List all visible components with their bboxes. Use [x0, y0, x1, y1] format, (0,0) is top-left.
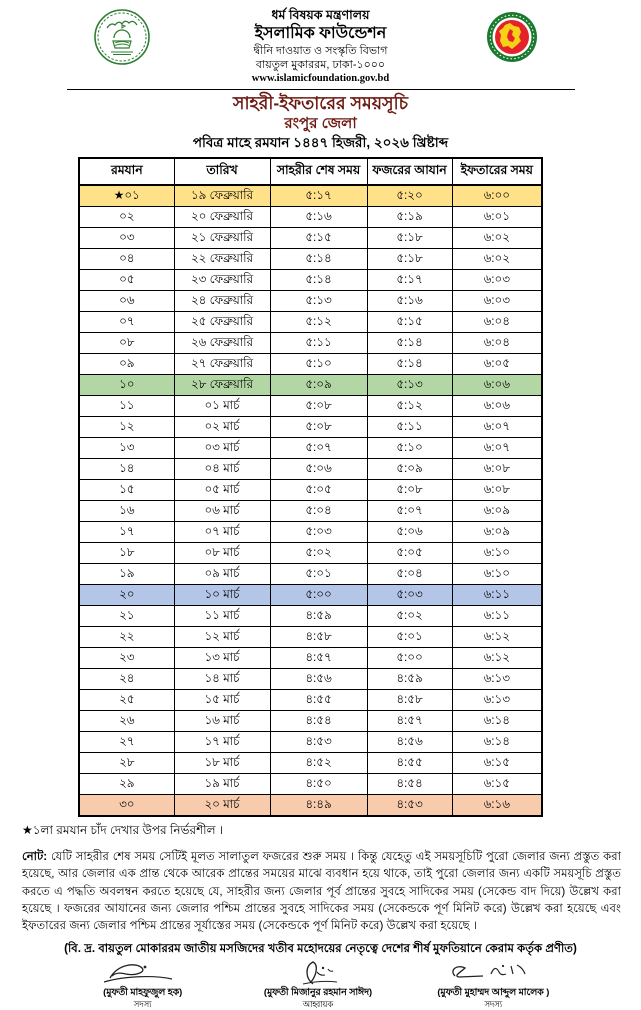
cell-r11-c1: ১১	[79, 396, 174, 417]
cell-r21-c1: ২১	[79, 606, 174, 627]
cell-r19-c3: ৫:০১	[270, 564, 367, 585]
cell-r1-c3: ৫:১৭	[270, 185, 367, 207]
table-row-15	[79, 480, 542, 501]
cell-r3-c2: ২১ ফেব্রুয়ারি	[174, 228, 270, 249]
cell-r8-c3: ৫:১১	[270, 333, 367, 354]
cell-r18-c5: ৬:১০	[452, 543, 542, 564]
signatory-name: (মুফতী মাহফুজুল হক)	[103, 987, 183, 998]
cell-r17-c4: ৫:০৬	[367, 522, 452, 543]
cell-r10-c5: ৬:০৬	[452, 375, 542, 396]
schedule-table-body	[79, 185, 542, 816]
cell-r26-c3: ৪:৫৪	[270, 711, 367, 732]
table-row-5	[79, 270, 542, 291]
department-name: দ্বীনি দাওয়াত ও সংস্কৃতি বিভাগ	[253, 44, 388, 57]
cell-r10-c2: ২৮ ফেব্রুয়ারি	[174, 375, 270, 396]
table-row-2	[79, 207, 542, 228]
table-row-30	[79, 795, 542, 817]
cell-r19-c5: ৬:১০	[452, 564, 542, 585]
cell-r8-c5: ৬:০৪	[452, 333, 542, 354]
cell-r24-c4: ৪:৫৯	[367, 669, 452, 690]
cell-r25-c3: ৪:৫৫	[270, 690, 367, 711]
cell-r22-c1: ২২	[79, 627, 174, 648]
cell-r26-c2: ১৬ মার্চ	[174, 711, 270, 732]
table-row-18	[79, 543, 542, 564]
table-row-19	[79, 564, 542, 585]
cell-r22-c4: ৫:০১	[367, 627, 452, 648]
table-row-29	[79, 774, 542, 795]
cell-r7-c4: ৫:১৫	[367, 312, 452, 333]
cell-r29-c2: ১৯ মার্চ	[174, 774, 270, 795]
cell-r9-c4: ৫:১৪	[367, 354, 452, 375]
cell-r16-c1: ১৬	[79, 501, 174, 522]
table-row-13	[79, 438, 542, 459]
cell-r24-c1: ২৪	[79, 669, 174, 690]
table-row-11	[79, 396, 542, 417]
cell-r5-c3: ৫:১৪	[270, 270, 367, 291]
column-header-3: ফজরের আযান	[367, 158, 452, 185]
cell-r23-c3: ৪:৫৭	[270, 648, 367, 669]
cell-r23-c2: ১৩ মার্চ	[174, 648, 270, 669]
table-row-9	[79, 354, 542, 375]
cell-r30-c4: ৪:৫৩	[367, 795, 452, 817]
table-row-4	[79, 249, 542, 270]
cell-r5-c1: ০৫	[79, 270, 174, 291]
table-row-27	[79, 732, 542, 753]
signatory-name: (মুফতী মুহাম্মদ আব্দুল মালেক )	[437, 987, 550, 998]
cell-r14-c3: ৫:০৬	[270, 459, 367, 480]
prepared-by-line: (বি. দ্র. বায়তুল মোকাররম জাতীয় মসজিদের খতীব মহোদয়ের নেতৃত্বে দেশের শীর্ষ মুফতিয়ানে কেরাম কর্তৃক প্রণীত)	[64, 942, 577, 956]
cell-r30-c3: ৪:৪৯	[270, 795, 367, 817]
cell-r5-c2: ২৩ ফেব্রুয়ারি	[174, 270, 270, 291]
method-note	[22, 848, 621, 934]
cell-r23-c1: ২৩	[79, 648, 174, 669]
cell-r23-c5: ৬:১২	[452, 648, 542, 669]
cell-r17-c5: ৬:০৯	[452, 522, 542, 543]
cell-r15-c1: ১৫	[79, 480, 174, 501]
cell-r27-c3: ৪:৫৩	[270, 732, 367, 753]
cell-r25-c1: ২৫	[79, 690, 174, 711]
cell-r9-c2: ২৭ ফেব্রুয়ারি	[174, 354, 270, 375]
page-header	[0, 0, 641, 86]
cell-r2-c3: ৫:১৬	[270, 207, 367, 228]
signatory-name: (মুফতী মিজানুর রহমান সাঈদ)	[263, 987, 373, 998]
cell-r29-c3: ৪:৫০	[270, 774, 367, 795]
cell-r11-c2: ০১ মার্চ	[174, 396, 270, 417]
cell-r6-c2: ২৪ ফেব্রুয়ারি	[174, 291, 270, 312]
cell-r30-c2: ২০ মার্চ	[174, 795, 270, 817]
cell-r11-c5: ৬:০৬	[452, 396, 542, 417]
table-row-10	[79, 375, 542, 396]
table-row-20	[79, 585, 542, 606]
cell-r3-c1: ০৩	[79, 228, 174, 249]
table-row-17	[79, 522, 542, 543]
cell-r25-c2: ১৫ মার্চ	[174, 690, 270, 711]
note-label: নোট:	[22, 850, 48, 864]
table-row-7	[79, 312, 542, 333]
cell-r8-c2: ২৬ ফেব্রুয়ারি	[174, 333, 270, 354]
cell-r27-c1: ২৭	[79, 732, 174, 753]
schedule-table-head	[79, 158, 542, 185]
cell-r13-c1: ১৩	[79, 438, 174, 459]
cell-r2-c4: ৫:১৯	[367, 207, 452, 228]
cell-r14-c1: ১৪	[79, 459, 174, 480]
cell-r13-c2: ০৩ মার্চ	[174, 438, 270, 459]
cell-r13-c3: ৫:০৭	[270, 438, 367, 459]
cell-r10-c3: ৫:০৯	[270, 375, 367, 396]
cell-r9-c3: ৫:১০	[270, 354, 367, 375]
cell-r28-c4: ৪:৫৫	[367, 753, 452, 774]
cell-r26-c5: ৬:১৪	[452, 711, 542, 732]
table-row-21	[79, 606, 542, 627]
cell-r12-c3: ৫:০৮	[270, 417, 367, 438]
cell-r6-c3: ৫:১৩	[270, 291, 367, 312]
cell-r16-c2: ০৬ মার্চ	[174, 501, 270, 522]
cell-r20-c4: ৫:০৩	[367, 585, 452, 606]
table-row-8	[79, 333, 542, 354]
cell-r18-c2: ০৮ মার্চ	[174, 543, 270, 564]
cell-r16-c5: ৬:০৯	[452, 501, 542, 522]
cell-r6-c1: ০৬	[79, 291, 174, 312]
website-url: www.islamicfoundation.gov.bd	[251, 73, 390, 85]
cell-r18-c4: ৫:০৫	[367, 543, 452, 564]
cell-r28-c5: ৬:১৫	[452, 753, 542, 774]
schedule-table	[78, 157, 543, 817]
cell-r4-c4: ৫:১৮	[367, 249, 452, 270]
cell-r5-c5: ৬:০৩	[452, 270, 542, 291]
cell-r27-c2: ১৭ মার্চ	[174, 732, 270, 753]
cell-r16-c4: ৫:০৭	[367, 501, 452, 522]
cell-r3-c3: ৫:১৫	[270, 228, 367, 249]
cell-r21-c5: ৬:১১	[452, 606, 542, 627]
table-row-12	[79, 417, 542, 438]
table-row-6	[79, 291, 542, 312]
cell-r8-c1: ০৮	[79, 333, 174, 354]
cell-r4-c2: ২২ ফেব্রুয়ারি	[174, 249, 270, 270]
cell-r11-c4: ৫:১২	[367, 396, 452, 417]
district-title: রংপুর জেলা	[284, 115, 357, 133]
cell-r24-c2: ১৪ মার্চ	[174, 669, 270, 690]
subtitle-ramadan-year: পবিত্র মাহে রমযান ১৪৪৭ হিজরী, ২০২৬ খ্রিষ্টাব্দ	[192, 135, 449, 151]
signature-row	[55, 960, 581, 1010]
note-body: যেটি সাহরীর শেষ সময় সেটিই মূলত সালাতুল ফজরের শুরু সময় । কিন্তু যেহেতু এই সময়সূচিটি পুরো জেলার জন্য প্রস্তুত করা হয়েছে, আর জেলার এক প্রান্ত থেকে আরেক প্রান্তের সময়ের মাঝে ব্যবধান হয়ে থাকে, তাই পুরো জেলার জন্য একটি সময়সূচি প্রস্তুত করতে এ পদ্ধতি অবলম্বন করতে হয়েছে যে, সাহরীর জন্য জেলার পূর্ব প্রান্তের সুবহে সাদিকের সময় (সেকেন্ড বাদ দিয়ে) উল্লেখ করা হয়েছে । ফজরের আযানের জন্য জেলার পশ্চিম প্রান্তের সুবহে সাদিকের সময় (সেকেন্ডকে পূর্ণ মিনিট করে) উল্লেখ করা হয়েছে এবং ইফতারের জন্য জেলার পশ্চিম প্রান্তের সূর্যাস্তের সময় (সেকেন্ডকে পূর্ণ মিনিট করে) উল্লেখ করা হয়েছে ।	[22, 850, 621, 932]
signatory-left	[55, 960, 230, 1010]
cell-r12-c4: ৫:১১	[367, 417, 452, 438]
cell-r1-c1: ★০১	[79, 185, 174, 207]
table-row-28	[79, 753, 542, 774]
cell-r20-c5: ৬:১১	[452, 585, 542, 606]
cell-r10-c4: ৫:১৩	[367, 375, 452, 396]
table-row-24	[79, 669, 542, 690]
cell-r7-c3: ৫:১২	[270, 312, 367, 333]
table-row-3	[79, 228, 542, 249]
table-row-25	[79, 690, 542, 711]
bangladesh-govt-seal-icon	[486, 11, 538, 63]
page-title: সাহরী-ইফতারের সময়সূচি	[232, 93, 409, 114]
cell-r8-c4: ৫:১৪	[367, 333, 452, 354]
cell-r20-c1: ২০	[79, 585, 174, 606]
cell-r22-c2: ১২ মার্চ	[174, 627, 270, 648]
address-line: বায়তুল মুকাররম, ঢাকা-১০০০	[255, 58, 386, 71]
table-row-23	[79, 648, 542, 669]
cell-r17-c1: ১৭	[79, 522, 174, 543]
cell-r20-c3: ৫:০০	[270, 585, 367, 606]
cell-r16-c3: ৫:০৪	[270, 501, 367, 522]
ministry-name: ধর্ম বিষয়ক মন্ত্রণালয়	[271, 8, 370, 22]
cell-r29-c5: ৬:১৫	[452, 774, 542, 795]
cell-r28-c3: ৪:৫২	[270, 753, 367, 774]
signature-icon	[98, 960, 188, 986]
signatory-middle	[230, 960, 405, 1010]
cell-r4-c1: ০৪	[79, 249, 174, 270]
cell-r29-c4: ৪:৫৪	[367, 774, 452, 795]
cell-r27-c5: ৬:১৪	[452, 732, 542, 753]
column-header-4: ইফতারের সময়	[452, 158, 542, 185]
cell-r22-c3: ৪:৫৮	[270, 627, 367, 648]
table-row-26	[79, 711, 542, 732]
cell-r3-c4: ৫:১৮	[367, 228, 452, 249]
signatory-right	[406, 960, 581, 1010]
cell-r12-c5: ৬:০৭	[452, 417, 542, 438]
table-row-16	[79, 501, 542, 522]
cell-r13-c4: ৫:১০	[367, 438, 452, 459]
islamic-foundation-logo-icon	[93, 8, 151, 66]
header-row	[79, 158, 542, 185]
cell-r6-c4: ৫:১৬	[367, 291, 452, 312]
cell-r28-c1: ২৮	[79, 753, 174, 774]
signature-icon	[443, 960, 543, 986]
cell-r4-c3: ৫:১৪	[270, 249, 367, 270]
column-header-2: সাহরীর শেষ সময়	[270, 158, 367, 185]
cell-r26-c1: ২৬	[79, 711, 174, 732]
moon-sighting-footnote: ★১লা রমযান চাঁদ দেখার উপর নির্ভরশীল ।	[22, 823, 224, 838]
cell-r11-c3: ৫:০৮	[270, 396, 367, 417]
cell-r18-c3: ৫:০২	[270, 543, 367, 564]
table-row-14	[79, 459, 542, 480]
cell-r18-c1: ১৮	[79, 543, 174, 564]
cell-r2-c5: ৬:০১	[452, 207, 542, 228]
signatory-title: সদস্য	[484, 999, 503, 1010]
cell-r12-c2: ০২ মার্চ	[174, 417, 270, 438]
column-header-1: তারিখ	[174, 158, 270, 185]
cell-r1-c5: ৬:০০	[452, 185, 542, 207]
cell-r17-c3: ৫:০৩	[270, 522, 367, 543]
cell-r4-c5: ৬:০২	[452, 249, 542, 270]
cell-r30-c1: ৩০	[79, 795, 174, 817]
table-row-22	[79, 627, 542, 648]
cell-r15-c4: ৫:০৮	[367, 480, 452, 501]
cell-r13-c5: ৬:০৭	[452, 438, 542, 459]
cell-r15-c3: ৫:০৫	[270, 480, 367, 501]
header-divider	[67, 89, 575, 90]
cell-r21-c2: ১১ মার্চ	[174, 606, 270, 627]
cell-r24-c5: ৬:১৩	[452, 669, 542, 690]
cell-r7-c2: ২৫ ফেব্রুয়ারি	[174, 312, 270, 333]
cell-r7-c1: ০৭	[79, 312, 174, 333]
signatory-title: সদস্য	[133, 999, 152, 1010]
cell-r2-c1: ০২	[79, 207, 174, 228]
cell-r25-c5: ৬:১৩	[452, 690, 542, 711]
cell-r3-c5: ৬:০২	[452, 228, 542, 249]
cell-r12-c1: ১২	[79, 417, 174, 438]
cell-r10-c1: ১০	[79, 375, 174, 396]
cell-r15-c5: ৬:০৮	[452, 480, 542, 501]
column-header-0: রমযান	[79, 158, 174, 185]
cell-r20-c2: ১০ মার্চ	[174, 585, 270, 606]
signatory-title: আহ্বায়ক	[302, 999, 334, 1010]
cell-r7-c5: ৬:০৪	[452, 312, 542, 333]
cell-r30-c5: ৬:১৬	[452, 795, 542, 817]
cell-r14-c5: ৬:০৮	[452, 459, 542, 480]
cell-r9-c1: ০৯	[79, 354, 174, 375]
cell-r19-c2: ০৯ মার্চ	[174, 564, 270, 585]
cell-r9-c5: ৬:০৫	[452, 354, 542, 375]
cell-r14-c4: ৫:০৯	[367, 459, 452, 480]
cell-r15-c2: ০৫ মার্চ	[174, 480, 270, 501]
cell-r26-c4: ৪:৫৭	[367, 711, 452, 732]
organization-name: ইসলামিক ফাউন্ডেশন	[254, 24, 387, 42]
cell-r27-c4: ৪:৫৬	[367, 732, 452, 753]
cell-r17-c2: ০৭ মার্চ	[174, 522, 270, 543]
cell-r1-c4: ৫:২০	[367, 185, 452, 207]
cell-r19-c1: ১৯	[79, 564, 174, 585]
cell-r28-c2: ১৮ মার্চ	[174, 753, 270, 774]
cell-r6-c5: ৬:০৩	[452, 291, 542, 312]
cell-r5-c4: ৫:১৭	[367, 270, 452, 291]
cell-r19-c4: ৫:০৪	[367, 564, 452, 585]
cell-r21-c4: ৫:০২	[367, 606, 452, 627]
cell-r2-c2: ২০ ফেব্রুয়ারি	[174, 207, 270, 228]
cell-r23-c4: ৫:০০	[367, 648, 452, 669]
cell-r25-c4: ৪:৫৮	[367, 690, 452, 711]
signature-icon	[273, 960, 363, 986]
cell-r1-c2: ১৯ ফেব্রুয়ারি	[174, 185, 270, 207]
cell-r22-c5: ৬:১২	[452, 627, 542, 648]
cell-r21-c3: ৪:৫৯	[270, 606, 367, 627]
cell-r24-c3: ৪:৫৬	[270, 669, 367, 690]
table-row-1	[79, 185, 542, 207]
cell-r14-c2: ০৪ মার্চ	[174, 459, 270, 480]
cell-r29-c1: ২৯	[79, 774, 174, 795]
